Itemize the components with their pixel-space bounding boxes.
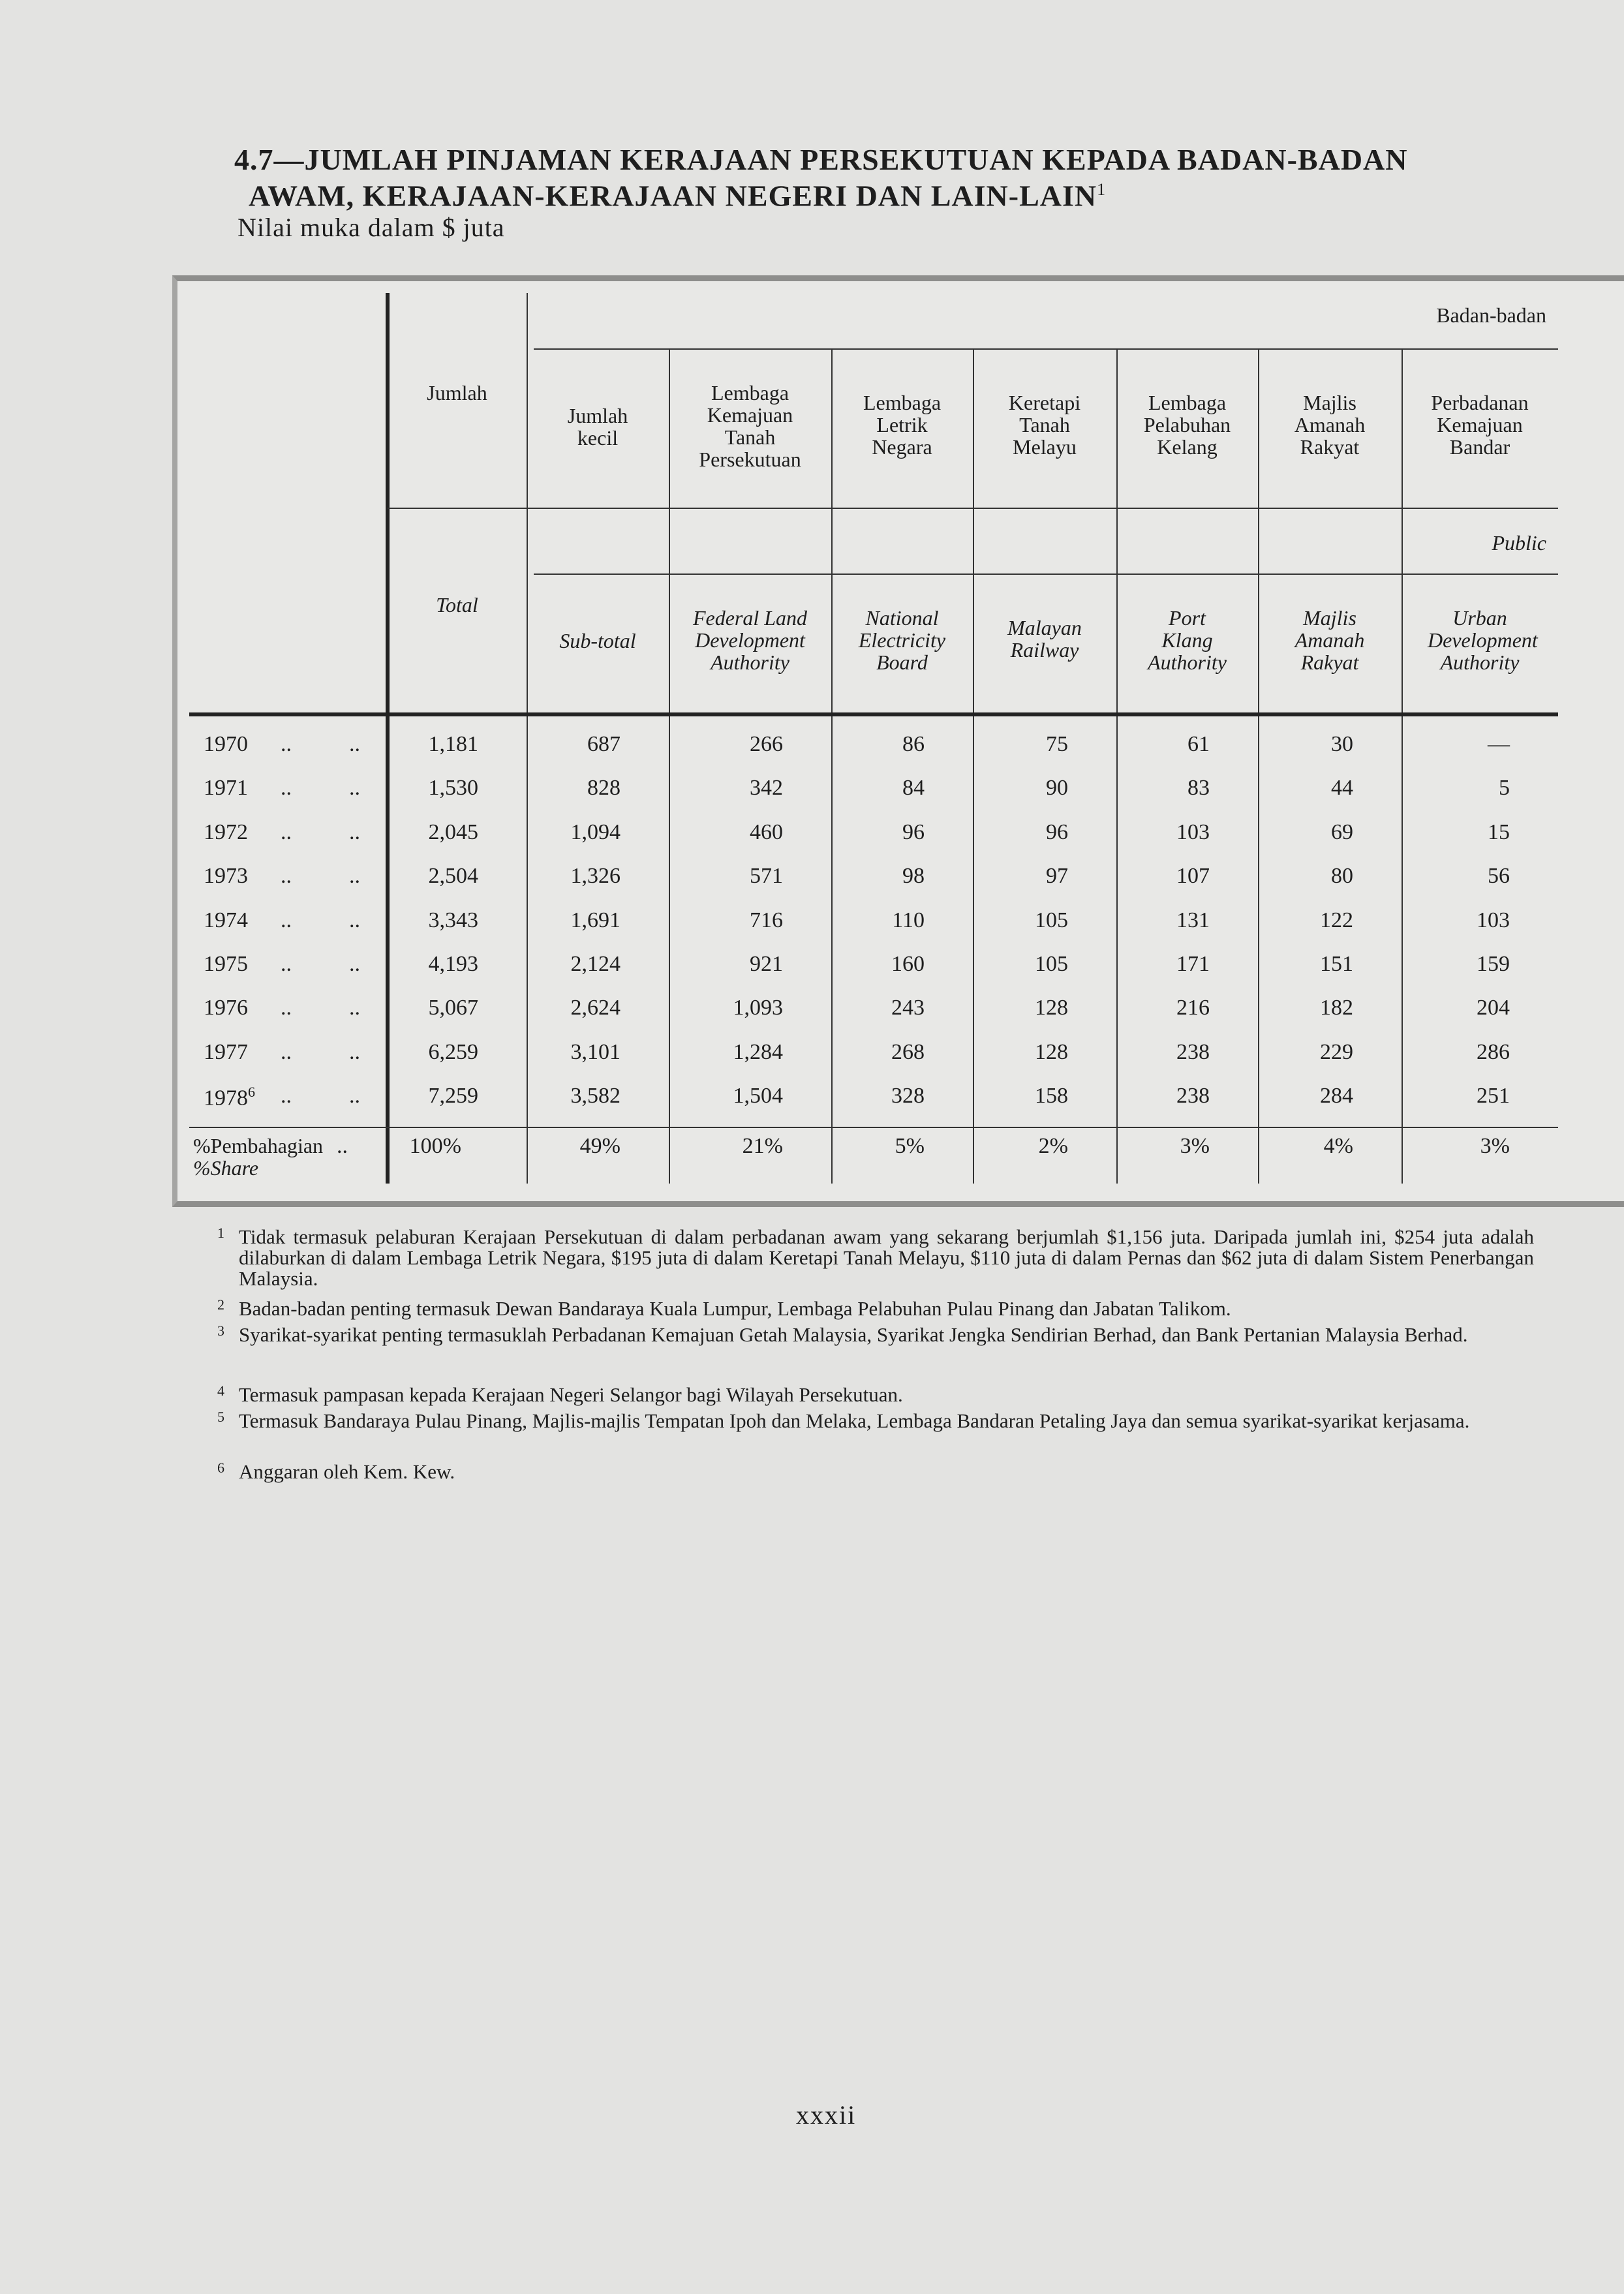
table-cell: 3,101: [570, 1039, 620, 1064]
column-header-malay: Jumlah: [427, 381, 487, 405]
column-header-english: Malayan Railway: [1007, 616, 1082, 662]
table-cell: 151: [1320, 952, 1353, 976]
year-text: 1976: [204, 996, 248, 1020]
leader-dots: ..: [349, 1039, 360, 1064]
footnote-text: Anggaran oleh Kem. Kew.: [239, 1460, 455, 1483]
table-title: 4.7—JUMLAH PINJAMAN KERAJAAN PERSEKUTUAN KEPADA BADAN-BADAN: [234, 143, 1408, 176]
table-cell: 107: [1176, 864, 1210, 889]
year-text: 1977: [204, 1039, 248, 1064]
column-header-english: National Electricity Board: [858, 606, 946, 674]
row-year: [204, 776, 248, 801]
year-text: 1972: [204, 819, 248, 844]
column-header-malay: Keretapi Tanah Melayu: [1008, 391, 1081, 459]
footnote: [217, 1409, 1534, 1432]
table-cell: 571: [750, 864, 783, 889]
table-cell: 2,045: [428, 819, 478, 844]
share-cell: 3%: [1480, 1134, 1510, 1158]
column-header-malay: Majlis Amanah Rakyat: [1294, 391, 1366, 459]
header-bottom-rule: [189, 712, 1558, 716]
table-cell: 56: [1488, 864, 1510, 889]
table-cell: 204: [1477, 996, 1510, 1020]
share-cell: 21%: [742, 1134, 783, 1158]
year-text: 1978: [204, 1086, 248, 1110]
title-footnote-ref: 1: [1097, 180, 1107, 199]
row-year: [204, 732, 248, 757]
table-cell: 105: [1035, 908, 1068, 932]
column-header-english: Port Klang Authority: [1148, 606, 1227, 674]
leader-dots: ..: [281, 776, 292, 801]
footnote-text: Syarikat-syarikat penting termasuklah Perbadanan Kemajuan Getah Malaysia, Syarikat Jengka Sendirian Berhad, dan Bank Pertanian Malaysia Berhad.: [239, 1323, 1468, 1346]
row-year: [204, 1084, 255, 1110]
table-cell: 268: [891, 1039, 925, 1064]
footnote-ref: 6: [248, 1084, 255, 1101]
table-cell: 122: [1320, 908, 1353, 932]
table-cell: 238: [1176, 1084, 1210, 1109]
leader-dots: ..: [349, 732, 360, 756]
table-cell: 921: [750, 952, 783, 976]
footnote-number: 5: [217, 1409, 224, 1425]
group-rule: [534, 574, 1558, 575]
table-cell: 460: [750, 819, 783, 844]
table-cell: 160: [891, 952, 925, 976]
table-cell: 131: [1176, 908, 1210, 932]
leader-dots: ..: [281, 1084, 292, 1109]
table-cell: 128: [1035, 996, 1068, 1020]
column-header-malay: Lembaga Pelabuhan Kelang: [1143, 391, 1231, 459]
leader-dots: ..: [281, 732, 292, 756]
table-cell: 687: [587, 732, 620, 756]
leader-dots: ..: [349, 819, 360, 844]
column-header-english: Total: [436, 593, 478, 617]
table-cell: 1,093: [733, 996, 783, 1020]
row-year: [204, 1040, 248, 1065]
share-label-malay: %Pembahagian: [193, 1134, 324, 1157]
table-cell: 328: [891, 1084, 925, 1109]
group-label-malay: Badan-badan: [1436, 303, 1546, 327]
table-cell: 229: [1320, 1039, 1353, 1064]
footnote: [217, 1323, 1534, 1346]
table-cell: 243: [891, 996, 925, 1020]
table-cell: 286: [1477, 1039, 1510, 1064]
footnote: [217, 1383, 1534, 1406]
leader-dots: ..: [337, 1134, 348, 1158]
leader-dots: ..: [281, 996, 292, 1020]
leader-dots: ..: [281, 819, 292, 844]
table-cell: 97: [1046, 864, 1068, 889]
table-cell: 1,181: [428, 732, 478, 756]
table-cell: 86: [902, 732, 925, 756]
year-text: 1970: [204, 732, 248, 756]
row-year: [204, 864, 248, 889]
column-header-english: Sub-total: [559, 629, 636, 652]
table-cell: 6,259: [428, 1039, 478, 1064]
table-cell: 159: [1477, 952, 1510, 976]
row-year: [204, 952, 248, 977]
year-text: 1973: [204, 864, 248, 889]
column-header-malay: Lembaga Letrik Negara: [863, 391, 942, 459]
table-cell: 83: [1187, 776, 1210, 801]
table-cell: 90: [1046, 776, 1068, 801]
table-cell: 96: [902, 819, 925, 844]
group-rule: [534, 348, 1558, 350]
table-cell: 266: [750, 732, 783, 756]
year-text: 1974: [204, 908, 248, 932]
column-header-malay: Lembaga Kemajuan Tanah Persekutuan: [699, 381, 801, 471]
table-cell: 5: [1499, 776, 1510, 801]
footnote-number: 4: [217, 1383, 224, 1399]
table-cell: 103: [1176, 819, 1210, 844]
share-label-english: %Share: [193, 1156, 259, 1180]
table-cell: 158: [1035, 1084, 1068, 1109]
table-cell: 2,624: [570, 996, 620, 1020]
table-cell: 96: [1046, 819, 1068, 844]
table-cell: 30: [1331, 732, 1353, 756]
table-cell: 61: [1187, 732, 1210, 756]
table-cell: 828: [587, 776, 620, 801]
footnote-number: 3: [217, 1323, 224, 1339]
share-cell: 49%: [579, 1134, 620, 1158]
table-cell: 15: [1488, 819, 1510, 844]
table-cell: 7,259: [428, 1084, 478, 1109]
table-cell: 1,504: [733, 1084, 783, 1109]
table-cell: 216: [1176, 996, 1210, 1020]
leader-dots: ..: [281, 908, 292, 932]
table-cell: 103: [1477, 908, 1510, 932]
table-cell: 238: [1176, 1039, 1210, 1064]
table-cell: 3,582: [570, 1084, 620, 1109]
table-cell: 110: [892, 908, 925, 932]
table-cell: 716: [750, 908, 783, 932]
footnote-text: Tidak termasuk pelaburan Kerajaan Persekutuan di dalam perbadanan awam yang sekarang berjumlah $1,156 juta. Daripada jumlah ini, $254 juta adalah dilaburkan di dalam Lembaga Letrik Negara, $195 juta di dalam Keretapi Tanah Melayu, $110 juta di dalam Pernas dan $62 juta di dalam Sistem Penerbangan Malaysia.: [239, 1225, 1534, 1290]
column-header-english: Urban Development Authority: [1428, 606, 1538, 674]
group-label-english: Public: [1492, 531, 1546, 555]
table-cell: 284: [1320, 1084, 1353, 1109]
share-cell: 2%: [1038, 1134, 1068, 1158]
table-cell: 182: [1320, 996, 1353, 1020]
share-cell: 100%: [409, 1134, 461, 1158]
table-cell: 342: [750, 776, 783, 801]
title-line2-bold: AWAM, KERAJAAN-KERAJAAN NEGERI DAN LAIN-LAIN: [249, 179, 1097, 213]
leader-dots: ..: [349, 952, 360, 976]
footnote-text: Termasuk Bandaraya Pulau Pinang, Majlis-majlis Tempatan Ipoh dan Melaka, Lembaga Bandaran Petaling Jaya dan semua syarikat-syarikat kerjasama.: [239, 1409, 1470, 1432]
footnote: [217, 1225, 1534, 1290]
table-cell: 105: [1035, 952, 1068, 976]
leader-dots: ..: [349, 1084, 360, 1109]
total-rule: [189, 1127, 1558, 1128]
share-cell: 3%: [1180, 1134, 1210, 1158]
table-cell: 44: [1331, 776, 1353, 801]
column-header-english: Majlis Amanah Rakyat: [1295, 606, 1365, 674]
footnote-number: 2: [217, 1296, 224, 1313]
leader-dots: ..: [281, 864, 292, 889]
leader-dots: ..: [349, 908, 360, 932]
page-number: xxxii: [796, 2100, 857, 2130]
table-cell: 1,094: [570, 819, 620, 844]
table-cell: 84: [902, 776, 925, 801]
table-cell: 5,067: [428, 996, 478, 1020]
table-cell: 1,530: [428, 776, 478, 801]
table-cell: 69: [1331, 819, 1353, 844]
year-text: 1975: [204, 952, 248, 976]
table-cell: 1,326: [570, 864, 620, 889]
share-cell: 5%: [895, 1134, 925, 1158]
header-rule: [388, 508, 1558, 509]
column-header-english: Federal Land Development Authority: [692, 606, 808, 674]
table-cell: 1,284: [733, 1039, 783, 1064]
footnote-text: Badan-badan penting termasuk Dewan Bandaraya Kuala Lumpur, Lembaga Pelabuhan Pulau Pinang dan Jabatan Talikom.: [239, 1297, 1231, 1320]
table-cell: 2,504: [428, 864, 478, 889]
table-cell: 171: [1176, 952, 1210, 976]
leader-dots: ..: [349, 864, 360, 889]
table-cell: 75: [1046, 732, 1068, 756]
row-year: [204, 908, 248, 933]
table-cell: 80: [1331, 864, 1353, 889]
table-cell: 251: [1477, 1084, 1510, 1109]
table-subtitle: Nilai muka dalam $ juta: [237, 213, 505, 242]
table-cell: 3,343: [428, 908, 478, 932]
table-cell: —: [1488, 732, 1510, 756]
row-year: [204, 996, 248, 1020]
leader-dots: ..: [281, 1039, 292, 1064]
table-cell: 1,691: [570, 908, 620, 932]
leader-dots: ..: [349, 776, 360, 801]
footnote: [217, 1460, 1534, 1483]
footnote-number: 6: [217, 1460, 224, 1476]
table-cell: 128: [1035, 1039, 1068, 1064]
leader-dots: ..: [349, 996, 360, 1020]
footnote-number: 1: [217, 1225, 224, 1241]
table-cell: 98: [902, 864, 925, 889]
share-cell: 4%: [1323, 1134, 1353, 1158]
table-cell: 2,124: [570, 952, 620, 976]
footnote: [217, 1296, 1534, 1320]
table-title-line2: [249, 175, 1106, 211]
year-text: 1971: [204, 776, 248, 801]
column-header-malay: Perbadanan Kemajuan Bandar: [1431, 391, 1529, 459]
column-header-malay: Jumlah kecil: [567, 404, 628, 450]
footnote-text: Termasuk pampasan kepada Kerajaan Negeri Selangor bagi Wilayah Persekutuan.: [239, 1383, 903, 1406]
table-cell: 4,193: [428, 952, 478, 976]
leader-dots: ..: [281, 952, 292, 976]
row-year: [204, 820, 248, 845]
